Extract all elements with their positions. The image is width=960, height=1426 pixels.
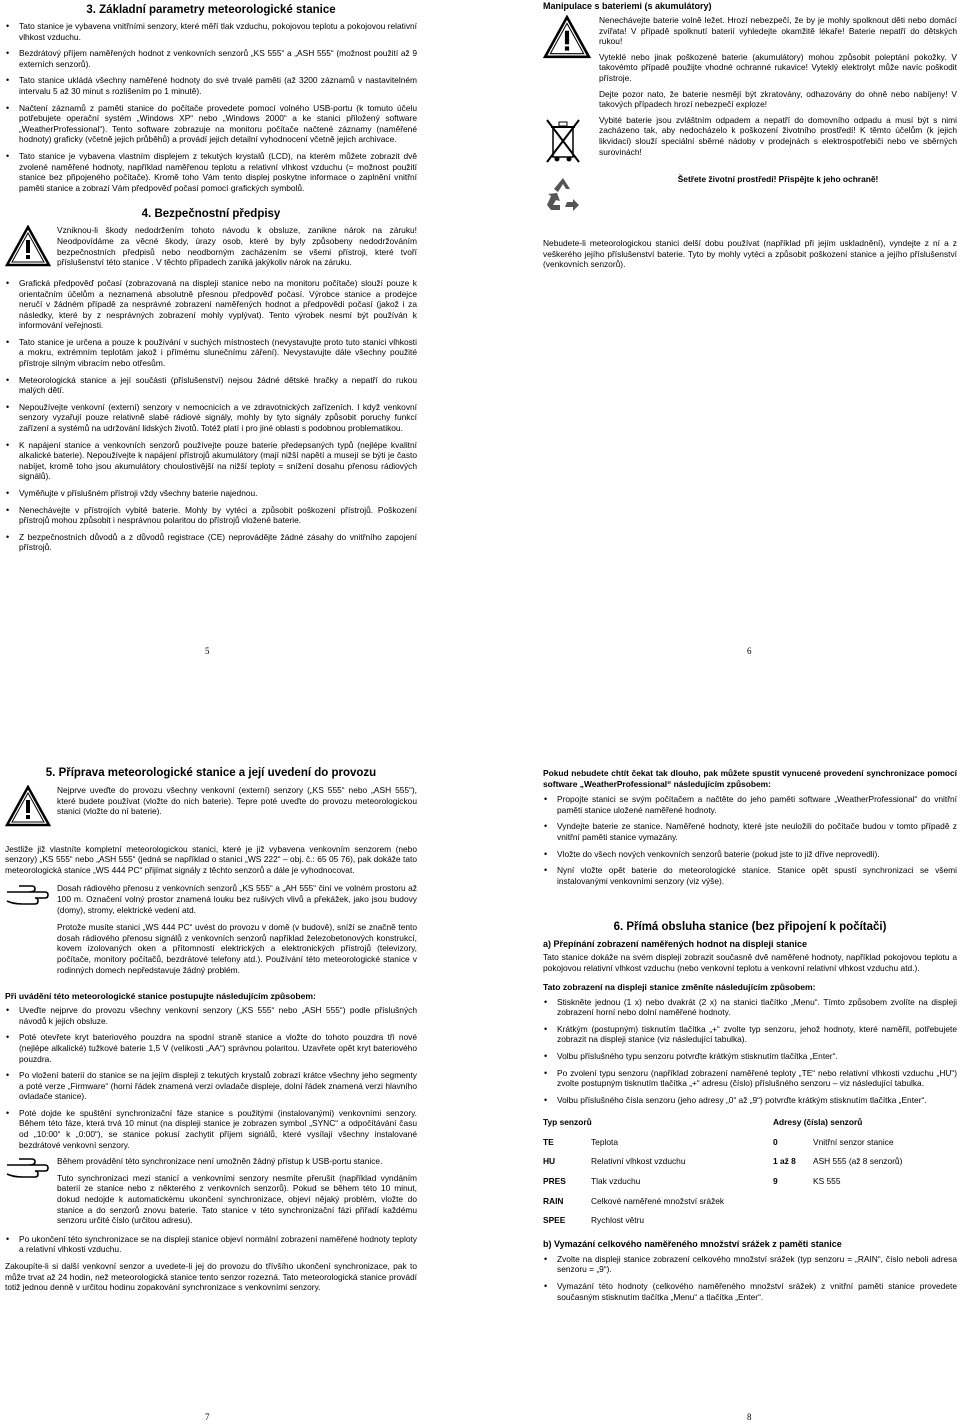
page-number-5: 5 xyxy=(205,646,210,656)
procedure-heading: Při uvádění této meteorologické stanice postupujte následujícím způsobem: xyxy=(5,991,316,1002)
list-item: • Vložte do všech nových venkovních senzorů baterie (pokud jste to již dříve neprovedli). xyxy=(543,849,957,860)
section-3-heading: 3. Základní parametry meteorologické stanice xyxy=(86,4,336,16)
list-item: • Stiskněte jednou (1 x) nebo dvakrát (2 x) na stanici tlačítko „Menu“. Tímto způsobem zvolíte na displeji zobrazení horní nebo dolní naměřené hodnoty. xyxy=(543,997,957,1018)
list-item: • Z bezpečnostních důvodů a z důvodů registrace (CE) neprovádějte žádné zásahy do vnitřního zapojení přístrojů. xyxy=(5,532,417,553)
page-number-7: 7 xyxy=(205,1412,210,1422)
list-item: • Meteorologická stanice a její součásti (příslušenství) nejsou žádné dětské hračky a nepatří do rukou malých dětí. xyxy=(5,375,417,396)
page-5 xyxy=(5,3,417,553)
range-note-1: Dosah rádiového přenosu z venkovních senzorů „KS 555“ a „AH 555“ činí ve volném prostoru až 100 m. Označení volný prostor znamená louku bez rušivých vlivů a překážek, jako jsou budovy (domy), stromy, elektrické vedení atd. xyxy=(57,883,417,915)
table-row: PRES Tlak vzduchu 9 KS 555 xyxy=(543,1176,841,1187)
subsection-a-steps-heading: Tato zobrazení na displeji stanice změníte následujícím způsobem: xyxy=(543,981,816,992)
list-item: • Vyměňujte v příslušném přístroji vždy všechny baterie najednou. xyxy=(5,488,417,499)
list-item: • K napájení stanice a venkovních senzorů používejte pouze baterie předepsaných typů (nejlépe kvalitní alkalické baterie). Nepoužívejte k napájení přístrojů akumulátory (mají nižší napětí a musejí se býti je často nabíjet, kromě toho jsou akumulátory choulostivější na nižší teploty = snížení dosahu přenosu rádiových signálů). xyxy=(5,440,417,482)
battery-warning-block xyxy=(543,15,957,110)
section-4-heading: 4. Bezpečnostní předpisy xyxy=(141,208,281,221)
list-item: • Načtení záznamů z paměti stanice do počítače provedete pomocí volného USB-portu (k tomuto účelu potřebujete operační systém „Windows XP“ nebo „Windows 2000“ a ke stanici přiložený software „WeatherProfessional“). Tento software zobrazuje na monitoru počítače načtené záznamy (naměřené hodnoty) graficky (včetně jejich průběhů) a provádí jejich detailní vyhodnocení včetně jejich archivace. xyxy=(5,103,417,145)
storage-paragraph: Nebudete-li meteorologickou stanici delší dobu používat (například při jejím uskladnění), vyndejte z ní a z veškerého jejího příslušenství baterie. Tyto by mohly vytéci a způsobit poškození stanice a jejího příslušenství (venkovních senzorů). xyxy=(543,237,957,270)
safety-warning-block xyxy=(5,225,417,270)
list-item: • Volbu příslušného typu senzoru potvrďte krátkým stisknutím tlačítka „Enter“. xyxy=(543,1051,957,1062)
existing-station-paragraph: Jestliže již vlastníte kompletní meteorologickou stanici, které je již vybavena venkovním senzorem (nebo senzory) „KS 555“ nebo „ASH 555“ (jedná se například o stanici „WS 222“ – obj. č.: 65 05 76), pak dokáže tato meteorologická stanice „WS 444 PC“ přijímat signály z těchto senzorů a dále je vyhodnocovat. xyxy=(5,843,417,875)
warning-triangle-icon xyxy=(5,785,51,830)
sync-note-2: Tuto synchronizaci mezi stanicí a venkovními senzory nesmíte přerušit (například vyndáním baterií ze stanice nebo z některého z venkovních senzorů). Pokud se během této 10 minut, dokud nedojde k automatickému ukončení synchronizace, objeví nějaký problém, vložte do stanice a do senzorů znovu baterie. Tato stanice v této synchronizační fázi přiřadí každému senzoru určité číslo (určitou adresu). xyxy=(57,1172,417,1226)
list-item: • Volbu příslušného čísla senzoru (jeho adresy „0“ až „9“) potvrďte krátkým stisknutím tlačítka „Enter“. xyxy=(543,1095,957,1106)
range-note-block xyxy=(5,883,417,975)
list-item: • Nenechávejte v přístrojích vybité baterie. Mohly by vytéci a způsobit poškození přístrojů. Poškození přístrojů mohou způsobit i nesprávnou polaritou do přístrojů vložené baterie. xyxy=(5,505,417,526)
table-row: SPEE Rychlost větru xyxy=(543,1215,645,1226)
list-item: • Vymazání této hodnoty (celkového naměřeného množství srážek) z vnitřní paměti stanice provedete současným stisknutím tlačítka „Menu“ a tlačítka „Enter“. xyxy=(543,1281,957,1302)
setup-warning-text: Nejprve uveďte do provozu všechny venkovní (externí) senzory („KS 555“ nebo „ASH 555“), které budete používat (vložte do nich baterie). Tepre poté uveďte do provozu meteorologickou stanici (vložte do ní baterie). xyxy=(57,785,417,817)
pointing-hand-icon xyxy=(5,1156,51,1226)
page-7 xyxy=(5,766,417,1293)
page-8 xyxy=(543,768,957,1302)
table-header-address: Adresy (čísla) senzorů xyxy=(773,1117,863,1128)
table-row: TE Teplota 0 Vnitřní senzor stanice xyxy=(543,1136,894,1147)
procedure-list-end xyxy=(5,1234,417,1255)
section-6-heading: 6. Přímá obsluha stanice (bez připojení k počítači) xyxy=(613,921,887,934)
list-item: • Po vložení baterií do stanice se na jejím displeji z tekutých krystalů zobrazí krátce všechny jeho segmenty a poté verze „Firmware“ (horní řádek znamená verzi ovladače displeje, dolní řádek znamená verzi hlavního ovladače stanice). xyxy=(5,1070,417,1102)
table-row: HU Relativní vlhkost vzduchu 1 až 8 ASH 555 (až 8 senzorů) xyxy=(543,1156,903,1167)
list-item: • Vyndejte baterie ze stanice. Naměřené hodnoty, které jste neuložili do počítače budou v tomto případě z vnitřní paměti stanice vymazány. xyxy=(543,821,957,842)
page-number-8: 8 xyxy=(747,1412,752,1422)
table-header-type: Typ senzorů xyxy=(543,1117,592,1128)
sync-note-block xyxy=(5,1156,417,1226)
battery-heading: Manipulace s bateriemi (s akumulátory) xyxy=(543,1,712,11)
page-number-6: 6 xyxy=(747,646,752,656)
list-item: • Tato stanice ukládá všechny naměřené hodnoty do své trvalé paměti (až 3200 záznamů v nastavitelném intervalu 5 až 30 minut s rozlišením po 1 minutě). xyxy=(5,75,417,96)
environment-slogan: Šetřete životní prostředí! Přispějte k jeho ochraně! xyxy=(677,174,879,185)
list-item: • Poté otevřete kryt bateriového pouzdra na spodní straně stanice a vložte do tohoto pouzdra tři nové (nejlépe alkalické) tužkové baterie 1,5 V (velikosti „AA“) správnou polaritou. Uzavřete opět kryt bateriového pouzdra. xyxy=(5,1032,417,1064)
battery-disposal-text: Vybité baterie jsou zvláštním odpadem a nepatří do domovního odpadu a musí být s nimi zacházeno tak, aby nedocházelo k poškození životního prostředí! K těmto účelům (k jejich likvidaci) slouží speciální sběrné nádoby v prodejnách s elektrospotřebiči nebo ve sběrných surovinách! xyxy=(599,114,957,157)
table-row: RAIN Celkové naměřené množství srážek xyxy=(543,1195,725,1206)
range-note-2: Protože musíte stanici „WS 444 PC“ uvést do provozu v domě (v budově), sníží se značně tento dosah rádiového přenosu signálů z venkovních senzorů například železobetonových konstrukcí, kovem izolovaných oken a přítomností elektrických a elektronických přístrojů (televizory, počítače, monitory počítačů, bezdrátové telefony atd.). Používání této meteorologické stanice v rodinných domech nepředstavuje žádný problém. xyxy=(57,922,417,975)
force-sync-intro: Pokud nebudete chtít čekat tak dlouho, pak můžete spustit vynucené provedení synchronizace pomocí software „WeatherProfessional“ následujícím způsobem: xyxy=(543,768,957,789)
list-item: • Po zvolení typu senzoru (například zobrazení naměřené teploty „TE“ nebo relativní vlhkosti vzduchu „HU“) zvolte postupným tisknutím tlačítka „+“ adresu (číslo) příslušného senzoru – viz následující tabulka. xyxy=(543,1068,957,1089)
safety-list xyxy=(5,278,417,553)
list-item: • Bezdrátový příjem naměřených hodnot z venkovních senzorů „KS 555“ a „ASH 555“ (možnost použití až 9 externích senzorů). xyxy=(5,48,417,69)
battery-warning-3: Dejte pozor nato, že baterie nesmějí být zkratovány, odhazovány do ohně nebo nabíjeny! V takových případech hrozí nebezpečí exploze! xyxy=(599,88,957,110)
crossed-out-bin-icon xyxy=(543,115,593,168)
setup-warning-block xyxy=(5,785,417,830)
safety-warning-text: Vzniknou-li škody nedodržením tohoto návodu k obsluze, zanikne nárok na záruku! Neodpovídáme za věcné škody, úrazy osob, které by byly způsobeny nedodržováním bezpečnostních předpisů nebo neodborným zacházením se všemi přístroji, které tvoří příslušenství této stanice . V těchto případech zaniká jakýkoliv nárok na záruku. xyxy=(57,225,417,268)
subsection-a-paragraph: Tato stanice dokáže na svém displeji zobrazit současně dvě naměřené hodnoty, například pokojovou teplotu a pokojovou relativní vlhkost vzduchu (nebo venkovní teplotu a venkovní relativní vlhkost vzduchu atd.). xyxy=(543,952,957,973)
section-5-heading: 5. Příprava meteorologické stanice a její uvedení do provozu xyxy=(45,767,377,779)
additional-sensor-paragraph: Zakoupíte-li si další venkovní senzor a uvedete-li jej do provozu do třívšího ukončení synchronizace, pak to může trvat až 24 hodin, než meteorologická stanice tento senzor rozezná. Tato meteorologická stanice provádí totiž jednou denně v určitou hodinu zopakování synchronizace s venkovními senzory. xyxy=(5,1261,417,1293)
list-item: • Tato stanice je vybavena vnitřními senzory, které měří tlak vzduchu, pokojovou teplotu a pokojovou relativní vlhkost vzduchu. xyxy=(5,21,417,42)
subsection-b-heading: b) Vymazání celkového naměřeného množství srážek z paměti stanice xyxy=(543,1238,842,1249)
procedure-list xyxy=(5,1005,417,1150)
pointing-hand-icon xyxy=(5,883,51,975)
list-item: • Nyní vložte opět baterie do meteorologické stanice. Stanice opět spustí synchronizaci se všemi instalovanými venkovními senzory (viz výše). xyxy=(543,865,957,886)
rain-reset-list xyxy=(543,1254,957,1302)
battery-disposal-block xyxy=(543,115,957,216)
features-list xyxy=(5,21,417,193)
list-item: • Nepoužívejte venkovní (externí) senzory v nemocnicích a ve zdravotnických zařízeních. I když venkovní senzory vyzařují pouze relativně slabé rádiové signály, mohly by tyto signály způsobit poruchy funkcí zařízení a systémů na udržování lidských životů. Totéž platí i pro jiné oblasti s podobnou problematikou. xyxy=(5,402,417,434)
list-item: • Tato stanice je určena a pouze k používání v suchých místnostech (nevystavujte proto tuto stanici vlhkosti a mokru, extrémním teplotám jakož i přímému slunečnímu záření). Nevystavujte dále všechny použité přístroje silným vibracím nebo otřesům. xyxy=(5,337,417,369)
list-item: • Uveďte nejprve do provozu všechny venkovní senzory („KS 555“ nebo „ASH 555“) podle příslušných návodů k jejich obsluze. xyxy=(5,1005,417,1026)
sensor-table xyxy=(543,1117,957,1235)
list-item: • Po ukončení této synchronizace se na displeji stanice objeví normální zobrazení naměřené hodnoty teploty a relativní vlhkosti vzduchu. xyxy=(5,1234,417,1255)
list-item: • Grafická předpověď počasí (zobrazovaná na displeji stanice nebo na monitoru počítače) slouží pouze k orientačním účelům a neznamená absolutně přesnou předpověď počasí. Výrobce stanice a prodejce neručí v žádném případě za nesprávné zobrazení naměřených hodnot a předpovědi počasí (jakož i za následky, které by z nesprávných zobrazení mohly vyplývat). Tento výrobek nesmí být používán k informování veřejnosti. xyxy=(5,278,417,331)
recycling-icon xyxy=(543,175,593,216)
force-sync-list xyxy=(543,794,957,886)
warning-triangle-icon xyxy=(543,15,593,110)
battery-warning-1: Nenechávejte baterie volně ležet. Hrozí nebezpečí, že by je mohly spolknout děti nebo domácí zvířata! V případě spolknutí baterií vyhledejte okamžitě lékaře! Baterie nepatří do dětských rukou! xyxy=(599,15,957,47)
list-item: • Propojte stanici se svým počítačem a načtěte do jeho paměti software „WeatherProfessional“ do vnitřní paměti stanice uložené naměřené hodnoty. xyxy=(543,794,957,815)
list-item: • Tato stanice je vybavena vlastním displejem z tekutých krystalů (LCD), na kterém můžete zobrazit dvě zvolené naměřené hodnoty, například naměřenou teplotu a relativní vlhkost vzduchu (= možnost použití stanice bez připojeného počítače). Kromě toho Vám tento displej poskytne informace o zaplnění vnitřní paměti stanice a zobrazí Vám předpověď počasí pomocí grafických symbolů. xyxy=(5,151,417,193)
display-steps-list xyxy=(543,997,957,1106)
page-6 xyxy=(543,1,957,270)
battery-warning-2: Vyteklé nebo jinak poškozené baterie (akumulátory) mohou způsobit poleptání pokožky. V takovémto případě použijte vhodné ochranné rukavice! Vyteklý elektrolyt může navíc poškodit přístroje. xyxy=(599,51,957,83)
list-item: • Poté dojde ke spuštění synchronizační fáze stanice s použitými (instalovanými) venkovními senzory. Během této fáze, která trvá 10 minut (na displeji stanice je zobrazen symbol „SYNC“ a odpočítávání času od „10:00“ k „0:00“), se stanice pokusí zachytit příjem signálů, které vysílají všechny instalované bezdrátové venkovní senzory. xyxy=(5,1108,417,1150)
list-item: • Zvolte na displeji stanice zobrazení celkového množství srážek (typ senzoru = „RAIN“, číslo neboli adresa senzoru = „9“). xyxy=(543,1254,957,1275)
sync-note-1: Během provádění této synchronizace není umožněn žádný přístup k USB-portu stanice. xyxy=(57,1156,383,1167)
subsection-a-heading: a) Přepínání zobrazení naměřených hodnot na displeji stanice xyxy=(543,939,808,950)
warning-triangle-icon xyxy=(5,225,51,270)
list-item: • Krátkým (postupným) tisknutím tlačítka „+“ zvolte typ senzoru, jehož hodnoty, které naměřil, potřebujete zobrazit na displeji stanice (viz následující tabulka). xyxy=(543,1024,957,1045)
